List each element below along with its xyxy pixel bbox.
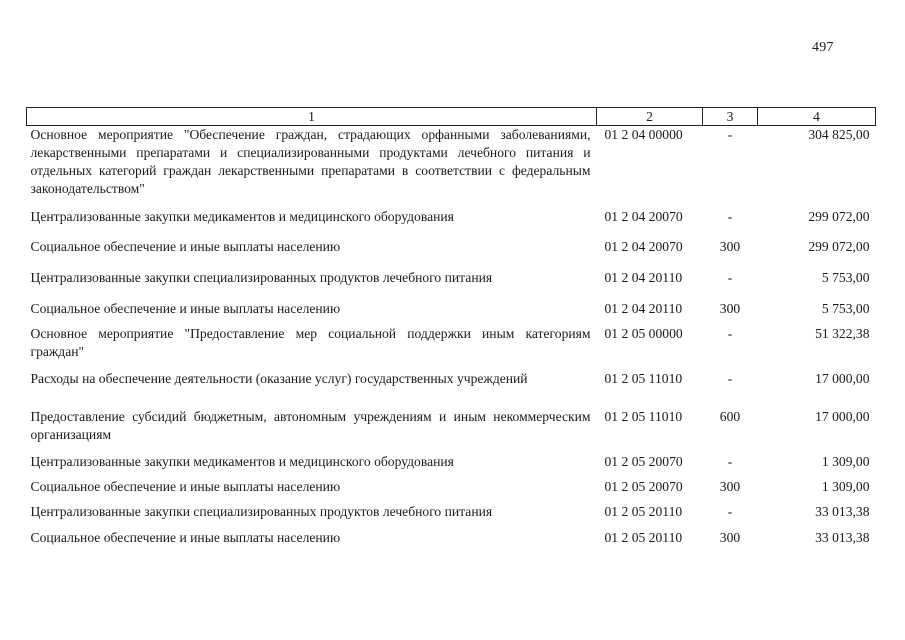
row-description: Расходы на обеспечение деятельности (оказание услуг) государственных учреждений bbox=[30, 371, 528, 386]
page-number: 497 bbox=[812, 40, 834, 55]
row-expense-type: 300 bbox=[719, 301, 741, 316]
row-code: 01 2 05 11010 bbox=[604, 371, 683, 386]
table-row bbox=[27, 325, 876, 370]
row-description: Централизованные закупки специализированных продуктов лечебного питания bbox=[30, 270, 493, 285]
row-expense-type: - bbox=[727, 270, 733, 285]
row-expense-type: - bbox=[727, 454, 733, 469]
table-row bbox=[27, 408, 876, 453]
table-row bbox=[27, 269, 876, 300]
row-code: 01 2 05 20070 bbox=[604, 479, 683, 494]
row-amount: 17 000,00 bbox=[815, 371, 870, 386]
row-amount: 33 013,38 bbox=[815, 530, 870, 545]
table-row bbox=[27, 300, 876, 325]
table-row bbox=[27, 238, 876, 269]
row-amount: 17 000,00 bbox=[815, 409, 870, 424]
row-expense-type: - bbox=[727, 504, 733, 519]
row-code: 01 2 05 20110 bbox=[604, 504, 683, 519]
header-col-1: 1 bbox=[27, 108, 597, 126]
row-code: 01 2 04 20070 bbox=[604, 209, 683, 224]
row-expense-type: 300 bbox=[719, 239, 741, 254]
row-expense-type: - bbox=[727, 326, 733, 341]
row-description: Социальное обеспечение и иные выплаты населению bbox=[30, 301, 341, 316]
row-code: 01 2 04 20070 bbox=[604, 239, 683, 254]
row-description: Централизованные закупки специализированных продуктов лечебного питания bbox=[30, 504, 493, 519]
row-amount: 5 753,00 bbox=[821, 301, 870, 316]
header-row bbox=[27, 108, 876, 126]
row-expense-type: 300 bbox=[719, 479, 741, 494]
row-expense-type: - bbox=[727, 209, 733, 224]
table-row bbox=[27, 208, 876, 238]
row-code: 01 2 04 20110 bbox=[604, 301, 683, 316]
header-col-3: 3 bbox=[703, 108, 758, 126]
row-amount: 1 309,00 bbox=[821, 454, 870, 469]
header-col-4: 4 bbox=[758, 108, 876, 126]
row-amount: 51 322,38 bbox=[815, 326, 870, 341]
row-expense-type: - bbox=[727, 127, 733, 142]
table-row bbox=[27, 529, 876, 553]
row-description: Социальное обеспечение и иные выплаты населению bbox=[30, 479, 341, 494]
table-body bbox=[27, 126, 876, 554]
row-code: 01 2 05 11010 bbox=[604, 409, 683, 424]
table-header bbox=[27, 108, 876, 126]
header-col-2: 2 bbox=[597, 108, 703, 126]
row-description: Основное мероприятие "Предоставление мер социальной поддержки иным категориям граждан" bbox=[30, 326, 591, 359]
row-amount: 1 309,00 bbox=[821, 479, 870, 494]
row-description: Централизованные закупки медикаментов и медицинского оборудования bbox=[30, 454, 454, 469]
row-expense-type: 300 bbox=[719, 530, 741, 545]
row-code: 01 2 04 00000 bbox=[604, 127, 683, 142]
row-description: Социальное обеспечение и иные выплаты населению bbox=[30, 530, 341, 545]
row-amount: 299 072,00 bbox=[808, 239, 870, 254]
table-row bbox=[27, 126, 876, 209]
budget-table bbox=[26, 107, 876, 553]
row-amount: 304 825,00 bbox=[808, 127, 870, 142]
row-amount: 5 753,00 bbox=[821, 270, 870, 285]
table-row bbox=[27, 370, 876, 408]
table-row bbox=[27, 453, 876, 478]
row-code: 01 2 05 20110 bbox=[604, 530, 683, 545]
row-code: 01 2 05 00000 bbox=[604, 326, 683, 341]
table-row bbox=[27, 478, 876, 503]
row-amount: 299 072,00 bbox=[808, 209, 870, 224]
row-amount: 33 013,38 bbox=[815, 504, 870, 519]
table-row bbox=[27, 503, 876, 529]
row-description: Основное мероприятие "Обеспечение граждан, страдающих орфанными заболеваниями, лекарственными препаратами и специализированными продуктами лечебного питания и отдельных категорий граждан лекарственными препаратами в соответствии с федеральным законодательством" bbox=[30, 127, 591, 196]
row-description: Предоставление субсидий бюджетным, автономным учреждениям и иным некоммерческим организациям bbox=[30, 409, 591, 442]
row-code: 01 2 04 20110 bbox=[604, 270, 683, 285]
row-expense-type: 600 bbox=[719, 409, 741, 424]
row-description: Централизованные закупки медикаментов и медицинского оборудования bbox=[30, 209, 454, 224]
row-expense-type: - bbox=[727, 371, 733, 386]
row-code: 01 2 05 20070 bbox=[604, 454, 683, 469]
row-description: Социальное обеспечение и иные выплаты населению bbox=[30, 239, 341, 254]
